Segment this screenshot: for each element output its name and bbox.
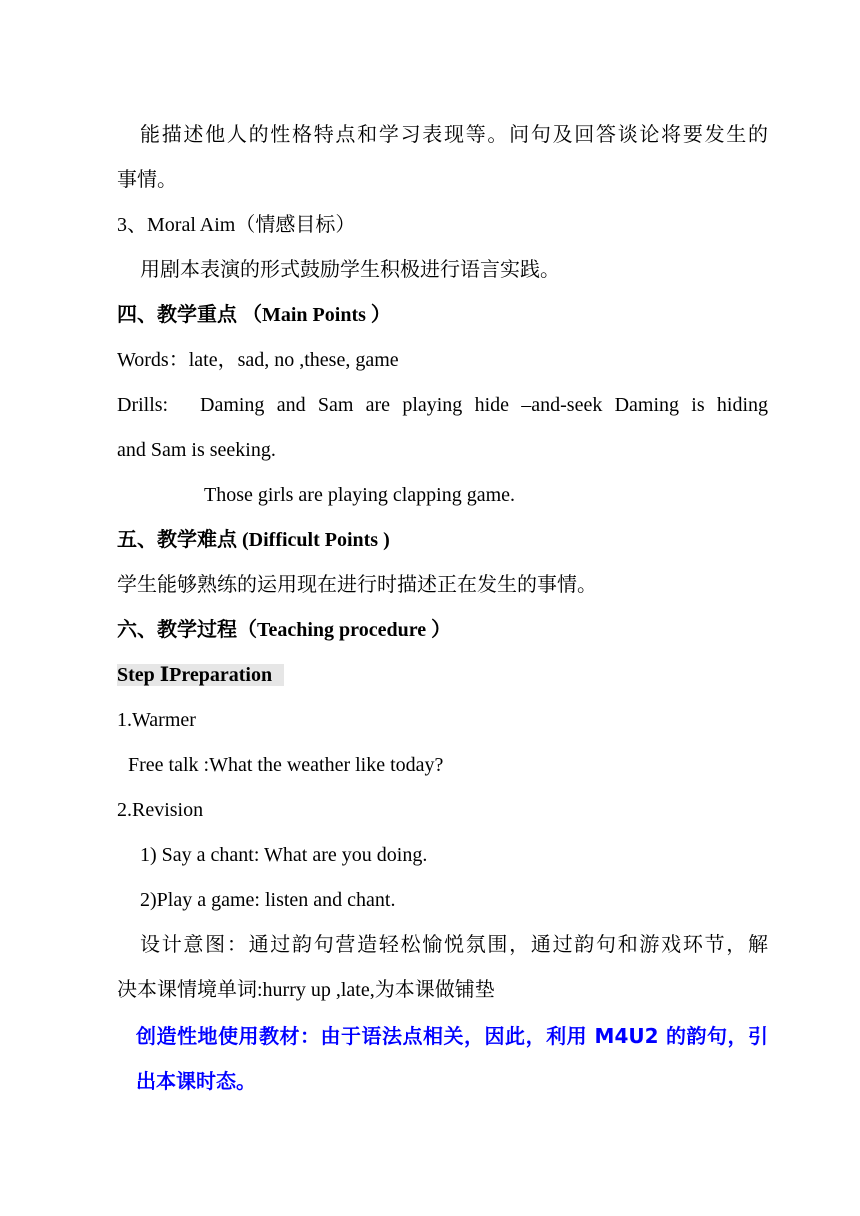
paragraph-line: 能描述他人的性格特点和学习表现等。问句及回答谈论将要发生的 — [140, 124, 768, 146]
revision-item: 1) Say a chant: What are you doing. — [140, 844, 428, 866]
free-talk-line: Free talk :What the weather like today? — [128, 754, 444, 776]
design-intent-line: 设计意图：通过韵句营造轻松愉悦氛围，通过韵句和游戏环节，解 — [140, 934, 768, 956]
section-heading-difficult-points: 五、教学难点 (Difficult Points ) — [117, 529, 390, 551]
teacher-note-line: 出本课时态。 — [136, 1069, 256, 1093]
revision-item: 2)Play a game: listen and chant. — [140, 889, 396, 911]
section-heading-procedure: 六、教学过程（Teaching procedure ） — [117, 619, 452, 641]
drills-text: Daming and Sam are playing hide –and-seek Daming is hiding — [200, 394, 768, 416]
paragraph-line: 事情。 — [117, 169, 177, 191]
revision-heading: 2.Revision — [117, 799, 204, 821]
drills-sentence: Those girls are playing clapping game. — [204, 484, 516, 506]
section-heading-main-points: 四、教学重点 （Main Points ） — [117, 304, 391, 326]
warmer-heading: 1.Warmer — [117, 709, 196, 731]
step-heading — [117, 661, 284, 689]
paragraph-line: 用剧本表演的形式鼓励学生积极进行语言实践。 — [140, 259, 560, 281]
drills-continuation: and Sam is seeking. — [117, 439, 276, 461]
drills-label: Drills: — [117, 394, 169, 416]
step-heading-text: Step ⅠPreparation — [117, 664, 284, 686]
teacher-note-line: 创造性地使用教材：由于语法点相关，因此，利用 M4U2 的韵句，引 — [136, 1024, 768, 1048]
paragraph-line: 学生能够熟练的运用现在进行时描述正在发生的事情。 — [117, 574, 597, 596]
design-intent-line: 决本课情境单词:hurry up ,late,为本课做铺垫 — [117, 979, 495, 1001]
words-line: Words：late，sad, no ,these, game — [117, 349, 399, 371]
section-subheading: 3、Moral Aim（情感目标） — [117, 214, 356, 236]
